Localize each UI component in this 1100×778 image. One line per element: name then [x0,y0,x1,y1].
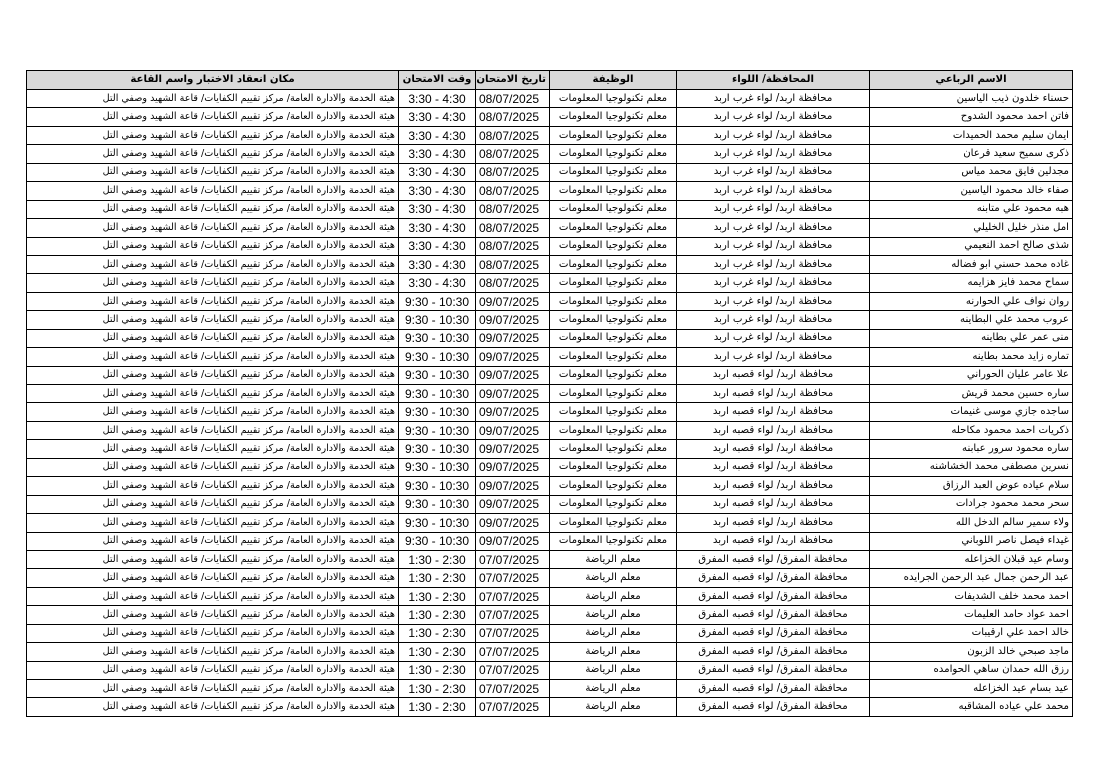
cell-job: معلم تكنولوجيا المعلومات [550,200,677,218]
cell-exam-time: 1:30 - 2:30 [399,698,476,716]
header-exam-date: تاريخ الامتحان [476,71,550,90]
cell-governorate: محافظة المفرق/ لواء قصبه المفرق [677,680,870,698]
cell-full-name: فاتن احمد محمود الشدوح [870,108,1073,126]
cell-full-name: علا عامر عليان الحوراني [870,366,1073,384]
cell-exam-location: هيئة الخدمة والادارة العامة/ مركز تقييم الكفايات/ قاعة الشهيد وصفي التل [27,274,399,292]
cell-exam-date: 08/07/2025 [476,237,550,255]
cell-governorate: محافظة اربد/ لواء غرب اربد [677,145,870,163]
cell-job: معلم تكنولوجيا المعلومات [550,219,677,237]
cell-job: معلم تكنولوجيا المعلومات [550,108,677,126]
cell-job: معلم تكنولوجيا المعلومات [550,90,677,108]
cell-exam-time: 3:30 - 4:30 [399,108,476,126]
table-row [27,329,1073,347]
cell-job: معلم تكنولوجيا المعلومات [550,182,677,200]
cell-exam-date: 08/07/2025 [476,255,550,273]
table-row [27,219,1073,237]
cell-exam-time: 1:30 - 2:30 [399,569,476,587]
cell-exam-time: 1:30 - 2:30 [399,550,476,568]
cell-exam-date: 09/07/2025 [476,366,550,384]
cell-governorate: محافظة اربد/ لواء غرب اربد [677,311,870,329]
cell-exam-date: 09/07/2025 [476,532,550,550]
cell-governorate: محافظة المفرق/ لواء قصبه المفرق [677,661,870,679]
cell-exam-date: 07/07/2025 [476,624,550,642]
cell-exam-time: 9:30 - 10:30 [399,366,476,384]
cell-governorate: محافظة اربد/ لواء غرب اربد [677,274,870,292]
table-row [27,274,1073,292]
cell-job: معلم تكنولوجيا المعلومات [550,237,677,255]
cell-governorate: محافظة اربد/ لواء قصبه اربد [677,366,870,384]
cell-full-name: ايمان سليم محمد الحميدات [870,126,1073,144]
cell-governorate: محافظة اربد/ لواء قصبه اربد [677,495,870,513]
cell-exam-location: هيئة الخدمة والادارة العامة/ مركز تقييم الكفايات/ قاعة الشهيد وصفي التل [27,550,399,568]
cell-governorate: محافظة اربد/ لواء غرب اربد [677,90,870,108]
cell-exam-location: هيئة الخدمة والادارة العامة/ مركز تقييم الكفايات/ قاعة الشهيد وصفي التل [27,311,399,329]
cell-exam-date: 07/07/2025 [476,698,550,716]
cell-job: معلم تكنولوجيا المعلومات [550,348,677,366]
cell-exam-time: 9:30 - 10:30 [399,403,476,421]
cell-governorate: محافظة اربد/ لواء قصبه اربد [677,440,870,458]
cell-full-name: ساجده جازي موسى غنيمات [870,403,1073,421]
table-row [27,348,1073,366]
cell-exam-date: 09/07/2025 [476,292,550,310]
cell-job: معلم تكنولوجيا المعلومات [550,145,677,163]
cell-job: معلم الرياضة [550,624,677,642]
table-row [27,661,1073,679]
cell-exam-time: 1:30 - 2:30 [399,624,476,642]
cell-exam-date: 08/07/2025 [476,182,550,200]
cell-exam-date: 08/07/2025 [476,274,550,292]
table-row [27,145,1073,163]
cell-full-name: غيداء فيصل ناصر اللوباني [870,532,1073,550]
cell-governorate: محافظة اربد/ لواء غرب اربد [677,348,870,366]
cell-job: معلم تكنولوجيا المعلومات [550,311,677,329]
cell-full-name: ولاء سمير سالم الدخل الله [870,514,1073,532]
table-row [27,624,1073,642]
cell-job: معلم الرياضة [550,698,677,716]
cell-exam-location: هيئة الخدمة والادارة العامة/ مركز تقييم الكفايات/ قاعة الشهيد وصفي التل [27,108,399,126]
cell-full-name: حسناء خلدون ذيب الياسين [870,90,1073,108]
cell-full-name: عبد الرحمن جمال عبد الرحمن الجرايده [870,569,1073,587]
cell-exam-location: هيئة الخدمة والادارة العامة/ مركز تقييم الكفايات/ قاعة الشهيد وصفي التل [27,200,399,218]
cell-exam-date: 09/07/2025 [476,495,550,513]
cell-exam-location: هيئة الخدمة والادارة العامة/ مركز تقييم الكفايات/ قاعة الشهيد وصفي التل [27,292,399,310]
cell-exam-time: 9:30 - 10:30 [399,385,476,403]
cell-exam-date: 09/07/2025 [476,514,550,532]
cell-exam-date: 09/07/2025 [476,403,550,421]
cell-job: معلم تكنولوجيا المعلومات [550,255,677,273]
table-row [27,385,1073,403]
cell-full-name: منى عمر علي بطاينه [870,329,1073,347]
cell-exam-time: 1:30 - 2:30 [399,606,476,624]
cell-exam-location: هيئة الخدمة والادارة العامة/ مركز تقييم الكفايات/ قاعة الشهيد وصفي التل [27,680,399,698]
header-full-name: الاسم الرباعي [870,71,1073,90]
cell-exam-time: 1:30 - 2:30 [399,680,476,698]
cell-full-name: روان نواف علي الحوارنه [870,292,1073,310]
cell-exam-time: 9:30 - 10:30 [399,477,476,495]
cell-exam-date: 08/07/2025 [476,145,550,163]
cell-job: معلم الرياضة [550,606,677,624]
cell-job: معلم تكنولوجيا المعلومات [550,514,677,532]
cell-exam-date: 09/07/2025 [476,477,550,495]
cell-governorate: محافظة المفرق/ لواء قصبه المفرق [677,624,870,642]
table-row [27,163,1073,181]
cell-job: معلم الرياضة [550,569,677,587]
table-row [27,403,1073,421]
cell-exam-date: 07/07/2025 [476,587,550,605]
cell-full-name: سلام عياده عوض العبد الرزاق [870,477,1073,495]
cell-exam-location: هيئة الخدمة والادارة العامة/ مركز تقييم الكفايات/ قاعة الشهيد وصفي التل [27,514,399,532]
header-governorate: المحافظة/ اللواء [677,71,870,90]
cell-governorate: محافظة اربد/ لواء غرب اربد [677,329,870,347]
table-row [27,458,1073,476]
cell-job: معلم تكنولوجيا المعلومات [550,274,677,292]
table-row [27,421,1073,439]
cell-exam-location: هيئة الخدمة والادارة العامة/ مركز تقييم الكفايات/ قاعة الشهيد وصفي التل [27,403,399,421]
cell-full-name: محمد علي عياده المشاقبه [870,698,1073,716]
cell-exam-date: 07/07/2025 [476,606,550,624]
cell-exam-location: هيئة الخدمة والادارة العامة/ مركز تقييم الكفايات/ قاعة الشهيد وصفي التل [27,90,399,108]
cell-full-name: ذكرى سميح سعيد قرعان [870,145,1073,163]
cell-job: معلم تكنولوجيا المعلومات [550,440,677,458]
cell-job: معلم تكنولوجيا المعلومات [550,421,677,439]
cell-full-name: هبه محمود علي متابنه [870,200,1073,218]
table-row [27,550,1073,568]
table-row [27,200,1073,218]
cell-exam-time: 9:30 - 10:30 [399,311,476,329]
cell-exam-location: هيئة الخدمة والادارة العامة/ مركز تقييم الكفايات/ قاعة الشهيد وصفي التل [27,126,399,144]
cell-full-name: سحر محمد محمود جرادات [870,495,1073,513]
cell-governorate: محافظة المفرق/ لواء قصبه المفرق [677,698,870,716]
table-row [27,495,1073,513]
cell-exam-time: 9:30 - 10:30 [399,292,476,310]
cell-job: معلم الرياضة [550,550,677,568]
cell-exam-date: 08/07/2025 [476,108,550,126]
cell-governorate: محافظة اربد/ لواء غرب اربد [677,182,870,200]
cell-exam-location: هيئة الخدمة والادارة العامة/ مركز تقييم الكفايات/ قاعة الشهيد وصفي التل [27,569,399,587]
cell-full-name: غاده محمد حسني ابو فضاله [870,255,1073,273]
cell-exam-location: هيئة الخدمة والادارة العامة/ مركز تقييم الكفايات/ قاعة الشهيد وصفي التل [27,587,399,605]
cell-exam-date: 09/07/2025 [476,329,550,347]
cell-job: معلم تكنولوجيا المعلومات [550,366,677,384]
cell-exam-date: 07/07/2025 [476,569,550,587]
table-row [27,182,1073,200]
cell-full-name: شذى صالح احمد النعيمي [870,237,1073,255]
cell-exam-location: هيئة الخدمة والادارة العامة/ مركز تقييم الكفايات/ قاعة الشهيد وصفي التل [27,440,399,458]
cell-governorate: محافظة المفرق/ لواء قصبه المفرق [677,606,870,624]
cell-exam-time: 3:30 - 4:30 [399,90,476,108]
cell-job: معلم تكنولوجيا المعلومات [550,495,677,513]
cell-exam-time: 9:30 - 10:30 [399,421,476,439]
cell-governorate: محافظة اربد/ لواء غرب اربد [677,219,870,237]
cell-governorate: محافظة اربد/ لواء قصبه اربد [677,477,870,495]
cell-full-name: عروب محمد علي البطاينه [870,311,1073,329]
cell-job: معلم تكنولوجيا المعلومات [550,532,677,550]
table-row [27,440,1073,458]
cell-governorate: محافظة اربد/ لواء غرب اربد [677,126,870,144]
cell-exam-time: 9:30 - 10:30 [399,532,476,550]
cell-governorate: محافظة اربد/ لواء غرب اربد [677,292,870,310]
cell-exam-time: 9:30 - 10:30 [399,514,476,532]
cell-job: معلم تكنولوجيا المعلومات [550,403,677,421]
cell-exam-location: هيئة الخدمة والادارة العامة/ مركز تقييم الكفايات/ قاعة الشهيد وصفي التل [27,329,399,347]
cell-exam-time: 3:30 - 4:30 [399,237,476,255]
cell-exam-date: 09/07/2025 [476,348,550,366]
cell-job: معلم تكنولوجيا المعلومات [550,458,677,476]
cell-exam-location: هيئة الخدمة والادارة العامة/ مركز تقييم الكفايات/ قاعة الشهيد وصفي التل [27,255,399,273]
cell-full-name: ساره محمود سرور عبابنه [870,440,1073,458]
cell-exam-date: 08/07/2025 [476,163,550,181]
table-row [27,255,1073,273]
cell-exam-time: 3:30 - 4:30 [399,145,476,163]
cell-exam-time: 9:30 - 10:30 [399,329,476,347]
cell-governorate: محافظة المفرق/ لواء قصبه المفرق [677,569,870,587]
cell-governorate: محافظة اربد/ لواء غرب اربد [677,108,870,126]
cell-full-name: احمد عواد حامد العليمات [870,606,1073,624]
cell-governorate: محافظة اربد/ لواء قصبه اربد [677,458,870,476]
table-row [27,477,1073,495]
cell-exam-date: 07/07/2025 [476,643,550,661]
table-row [27,569,1073,587]
cell-exam-date: 07/07/2025 [476,680,550,698]
cell-exam-location: هيئة الخدمة والادارة العامة/ مركز تقييم الكفايات/ قاعة الشهيد وصفي التل [27,495,399,513]
cell-exam-date: 08/07/2025 [476,200,550,218]
cell-exam-date: 07/07/2025 [476,661,550,679]
header-job: الوظيفة [550,71,677,90]
cell-exam-location: هيئة الخدمة والادارة العامة/ مركز تقييم الكفايات/ قاعة الشهيد وصفي التل [27,145,399,163]
cell-full-name: صفاء خالد محمود الياسين [870,182,1073,200]
table-row [27,606,1073,624]
header-exam-time: وقت الامتحان [399,71,476,90]
cell-exam-date: 08/07/2025 [476,126,550,144]
table-row [27,237,1073,255]
cell-full-name: مجدلين فايق محمد مياس [870,163,1073,181]
cell-governorate: محافظة المفرق/ لواء قصبه المفرق [677,643,870,661]
cell-job: معلم الرياضة [550,643,677,661]
cell-job: معلم الرياضة [550,587,677,605]
cell-exam-date: 08/07/2025 [476,90,550,108]
header-exam-location: مكان انعقاد الاختبار واسم القاعة [27,71,399,90]
cell-governorate: محافظة اربد/ لواء قصبه اربد [677,532,870,550]
cell-exam-location: هيئة الخدمة والادارة العامة/ مركز تقييم الكفايات/ قاعة الشهيد وصفي التل [27,698,399,716]
cell-job: معلم تكنولوجيا المعلومات [550,292,677,310]
cell-job: معلم تكنولوجيا المعلومات [550,329,677,347]
cell-job: معلم تكنولوجيا المعلومات [550,163,677,181]
cell-exam-time: 1:30 - 2:30 [399,643,476,661]
cell-exam-location: هيئة الخدمة والادارة العامة/ مركز تقييم الكفايات/ قاعة الشهيد وصفي التل [27,606,399,624]
cell-exam-time: 3:30 - 4:30 [399,182,476,200]
cell-exam-location: هيئة الخدمة والادارة العامة/ مركز تقييم الكفايات/ قاعة الشهيد وصفي التل [27,421,399,439]
cell-full-name: امل منذر خليل الخليلي [870,219,1073,237]
cell-full-name: تماره زايد محمد بطاينه [870,348,1073,366]
table-header-row [27,71,1073,90]
cell-exam-location: هيئة الخدمة والادارة العامة/ مركز تقييم الكفايات/ قاعة الشهيد وصفي التل [27,661,399,679]
cell-exam-time: 9:30 - 10:30 [399,495,476,513]
cell-governorate: محافظة اربد/ لواء غرب اربد [677,255,870,273]
table-row [27,587,1073,605]
cell-full-name: رزق الله حمدان ساهي الحوامده [870,661,1073,679]
cell-exam-location: هيئة الخدمة والادارة العامة/ مركز تقييم الكفايات/ قاعة الشهيد وصفي التل [27,477,399,495]
cell-exam-date: 09/07/2025 [476,385,550,403]
cell-full-name: عيد بسام عيد الخزاعله [870,680,1073,698]
cell-exam-location: هيئة الخدمة والادارة العامة/ مركز تقييم الكفايات/ قاعة الشهيد وصفي التل [27,219,399,237]
cell-exam-location: هيئة الخدمة والادارة العامة/ مركز تقييم الكفايات/ قاعة الشهيد وصفي التل [27,237,399,255]
cell-exam-location: هيئة الخدمة والادارة العامة/ مركز تقييم الكفايات/ قاعة الشهيد وصفي التل [27,624,399,642]
cell-exam-location: هيئة الخدمة والادارة العامة/ مركز تقييم الكفايات/ قاعة الشهيد وصفي التل [27,163,399,181]
cell-exam-time: 3:30 - 4:30 [399,126,476,144]
cell-exam-location: هيئة الخدمة والادارة العامة/ مركز تقييم الكفايات/ قاعة الشهيد وصفي التل [27,458,399,476]
cell-governorate: محافظة اربد/ لواء غرب اربد [677,163,870,181]
cell-exam-time: 1:30 - 2:30 [399,587,476,605]
cell-exam-time: 9:30 - 10:30 [399,440,476,458]
table-row [27,643,1073,661]
cell-exam-location: هيئة الخدمة والادارة العامة/ مركز تقييم الكفايات/ قاعة الشهيد وصفي التل [27,643,399,661]
cell-job: معلم تكنولوجيا المعلومات [550,477,677,495]
cell-governorate: محافظة اربد/ لواء غرب اربد [677,200,870,218]
cell-exam-time: 3:30 - 4:30 [399,219,476,237]
cell-exam-time: 3:30 - 4:30 [399,274,476,292]
cell-exam-time: 3:30 - 4:30 [399,255,476,273]
cell-full-name: خالد احمد علي ارقيبات [870,624,1073,642]
cell-job: معلم الرياضة [550,661,677,679]
cell-job: معلم تكنولوجيا المعلومات [550,126,677,144]
table-row [27,292,1073,310]
table-row [27,698,1073,716]
cell-exam-location: هيئة الخدمة والادارة العامة/ مركز تقييم الكفايات/ قاعة الشهيد وصفي التل [27,385,399,403]
cell-job: معلم الرياضة [550,680,677,698]
cell-exam-location: هيئة الخدمة والادارة العامة/ مركز تقييم الكفايات/ قاعة الشهيد وصفي التل [27,182,399,200]
cell-job: معلم تكنولوجيا المعلومات [550,385,677,403]
cell-governorate: محافظة اربد/ لواء قصبه اربد [677,421,870,439]
cell-exam-date: 07/07/2025 [476,550,550,568]
table-row [27,532,1073,550]
cell-exam-time: 9:30 - 10:30 [399,458,476,476]
cell-exam-location: هيئة الخدمة والادارة العامة/ مركز تقييم الكفايات/ قاعة الشهيد وصفي التل [27,532,399,550]
cell-full-name: ساره حسين محمد قريش [870,385,1073,403]
table-row [27,90,1073,108]
cell-full-name: سماح محمد فايز هزايمه [870,274,1073,292]
cell-full-name: احمد محمد خلف الشديفات [870,587,1073,605]
table-row [27,126,1073,144]
cell-governorate: محافظة اربد/ لواء قصبه اربد [677,385,870,403]
cell-exam-date: 08/07/2025 [476,219,550,237]
cell-exam-date: 09/07/2025 [476,458,550,476]
table-body [27,90,1073,717]
cell-full-name: وسام عيد قبلان الخزاعله [870,550,1073,568]
cell-exam-location: هيئة الخدمة والادارة العامة/ مركز تقييم الكفايات/ قاعة الشهيد وصفي التل [27,348,399,366]
cell-full-name: ذكريات احمد محمود مكاحله [870,421,1073,439]
cell-governorate: محافظة المفرق/ لواء قصبه المفرق [677,550,870,568]
cell-full-name: نسرين مصطفى محمد الخشاشنه [870,458,1073,476]
cell-governorate: محافظة المفرق/ لواء قصبه المفرق [677,587,870,605]
exam-schedule-table [26,70,1073,717]
cell-exam-date: 09/07/2025 [476,421,550,439]
cell-exam-time: 9:30 - 10:30 [399,348,476,366]
cell-exam-date: 09/07/2025 [476,440,550,458]
cell-exam-time: 3:30 - 4:30 [399,163,476,181]
cell-exam-location: هيئة الخدمة والادارة العامة/ مركز تقييم الكفايات/ قاعة الشهيد وصفي التل [27,366,399,384]
cell-governorate: محافظة اربد/ لواء قصبه اربد [677,514,870,532]
cell-exam-time: 1:30 - 2:30 [399,661,476,679]
table-row [27,311,1073,329]
cell-governorate: محافظة اربد/ لواء قصبه اربد [677,403,870,421]
cell-exam-time: 3:30 - 4:30 [399,200,476,218]
table-row [27,366,1073,384]
cell-full-name: ماجد صبحي خالد الزبون [870,643,1073,661]
table-row [27,514,1073,532]
table-row [27,108,1073,126]
cell-governorate: محافظة اربد/ لواء غرب اربد [677,237,870,255]
cell-exam-date: 09/07/2025 [476,311,550,329]
table-row [27,680,1073,698]
